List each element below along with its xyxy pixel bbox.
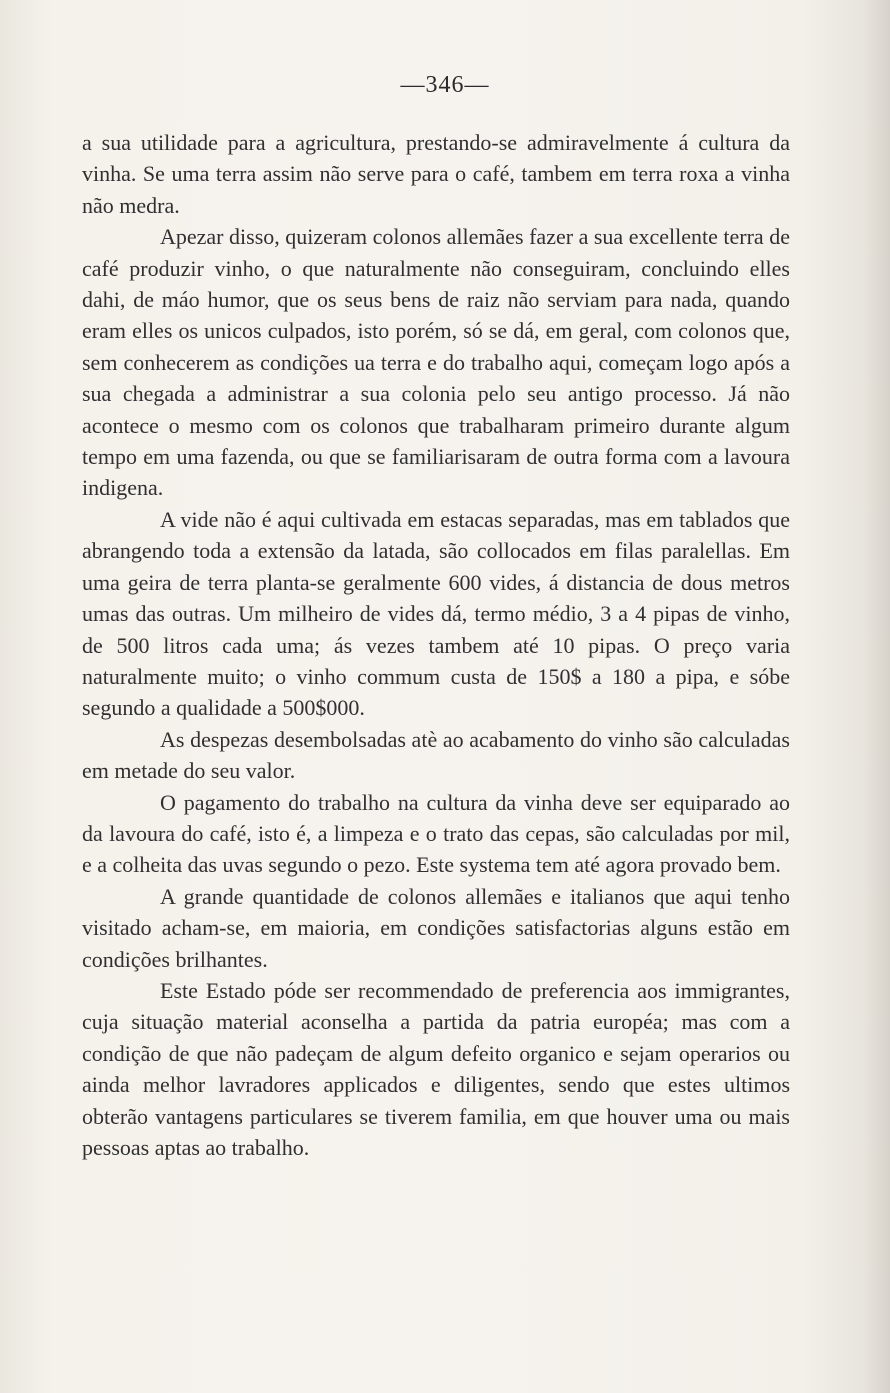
paragraph-7: Este Estado póde ser recommendado de preferencia aos immigrantes, cuja situação material aconselha a partida da patria européa; mas com a condição de que não padeçam de algum defeito organico e sejam operarios ou ainda melhor lavradores applicados e diligentes, sendo que estes ultimos obterão vantagens particulares se tiverem familia, em que houver uma ou mais pessoas aptas ao trabalho.	[82, 977, 790, 1160]
page-edge-shadow	[864, 0, 890, 1393]
paragraph-6: A grande quantidade de colonos allemães e italianos que aqui tenho visitado acham-se, em maioria, em condições satisfactorias alguns estão em condições brilhantes.	[82, 883, 790, 972]
paragraph-5: O pagamento do trabalho na cultura da vinha deve ser equiparado ao da lavoura do café, isto é, a limpeza e o trato das cepas, são calculadas por mil, e a colheita das uvas segundo o pezo. Este systema tem até agora provado bem.	[82, 789, 790, 878]
page-number: —346—	[400, 72, 490, 98]
paragraph-3: A vide não é aqui cultivada em estacas separadas, mas em tablados que abrangendo toda a extensão da latada, são collocados em filas paralellas. Em uma geira de terra planta-se geralmente 600 vides, á distancia de dous metros umas das outras. Um milheiro de vides dá, termo médio, 3 a 4 pipas de vinho, de 500 litros cada uma; ás vezes tambem até 10 pipas. O preço varia naturalmente muito; o vinho commum custa de 150$ a 180 a pipa, e sóbe segundo a qualidade a 500$000.	[82, 506, 790, 721]
paragraph-4: As despezas desembolsadas atè ao acabamento do vinho são calculadas em metade do seu valor.	[82, 726, 790, 784]
paragraph-2: Apezar disso, quizeram colonos allemães fazer a sua excellente terra de café produzir vinho, o que naturalmente não conseguiram, concluindo elles dahi, de máo humor, que os seus bens de raiz não serviam para nada, quando eram elles os unicos culpados, isto porém, só se dá, em geral, com colonos que, sem conhecerem as condições ua terra e do trabalho aqui, começam logo após a sua chegada a administrar a sua colonia pelo seu antigo processo. Já não acontece o mesmo com os colonos que trabalharam primeiro durante algum tempo em uma fazenda, ou que se familiarisaram de outra forma com a lavoura indigena.	[82, 224, 790, 501]
body-text	[82, 127, 790, 1163]
paragraph-1: a sua utilidade para a agricultura, prestando-se admiravelmente á cultura da vinha. Se uma terra assim não serve para o café, tambem em terra roxa a vinha não medra.	[82, 130, 790, 218]
